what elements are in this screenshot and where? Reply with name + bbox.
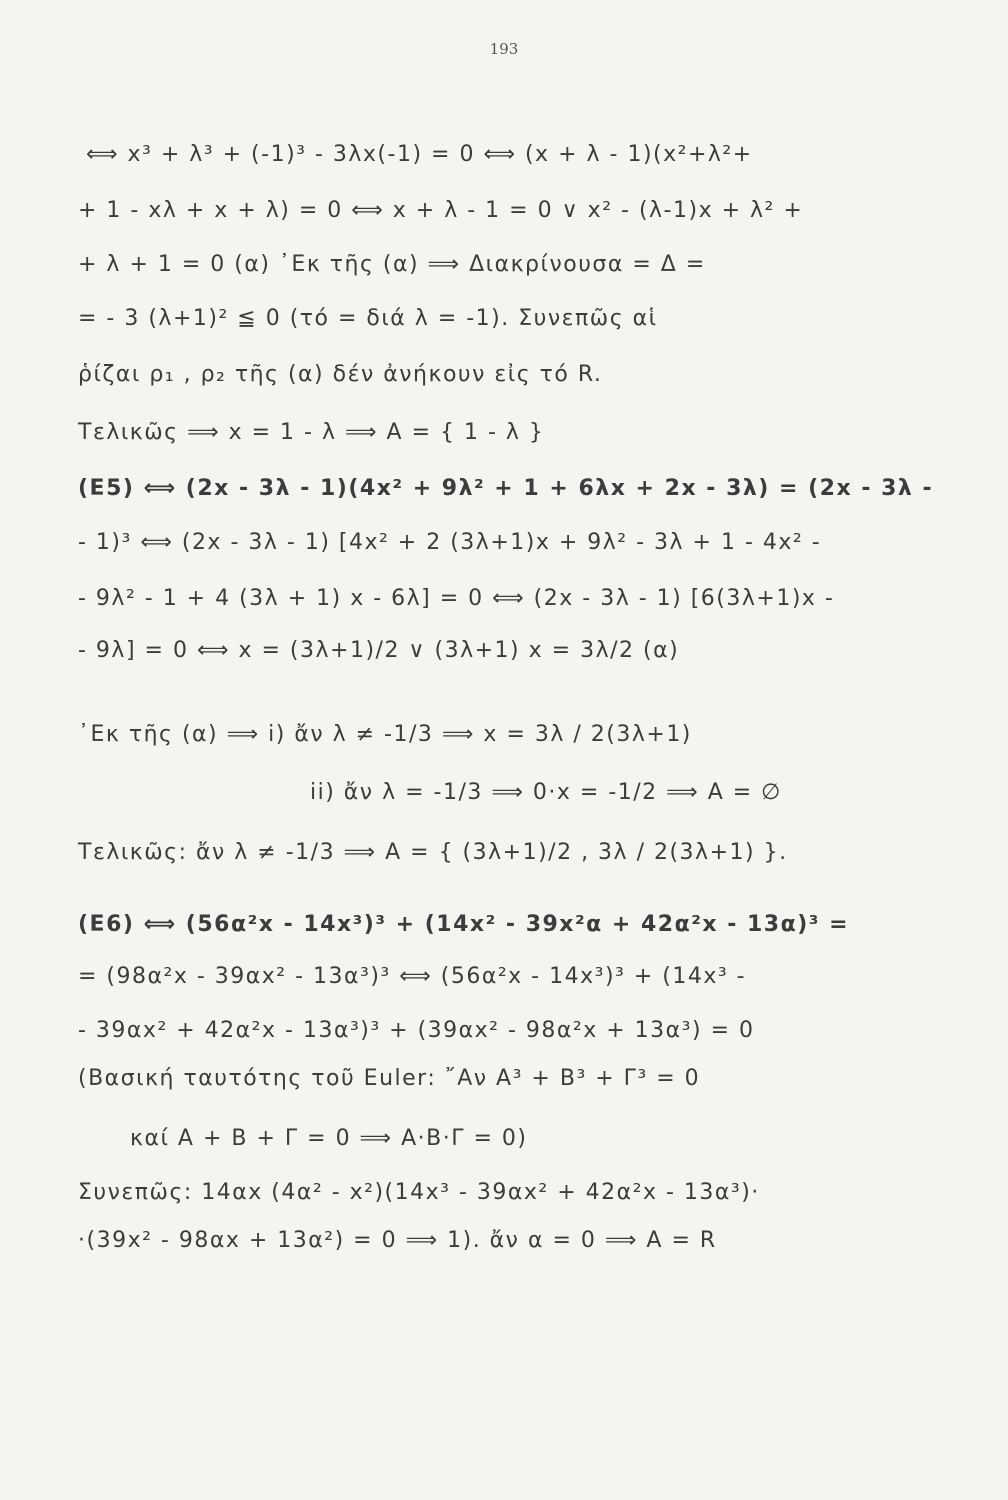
equation-line: + λ + 1 = 0 (α) ᾿Εκ τῆς (α) ⟹ Διακρίνουσα = Δ = — [78, 252, 706, 277]
exercise-e6-line: (Ε6) ⟺ (56α²x - 14x³)³ + (14x² - 39x²α + 42α²x - 13α)³ = — [78, 912, 850, 937]
equation-line: (Βασική ταυτότης τοῦ Euler: ῎Αν A³ + B³ + Γ³ = 0 — [78, 1066, 701, 1091]
equation-line: ⟺ x³ + λ³ + (-1)³ - 3λx(-1) = 0 ⟺ (x + λ - 1)(x²+λ²+ — [86, 142, 753, 167]
equation-line: = (98α²x - 39αx² - 13α³)³ ⟺ (56α²x - 14x³)³ + (14x³ - — [78, 964, 747, 989]
equation-line: Τελικῶς ⟹ x = 1 - λ ⟹ A = { 1 - λ } — [78, 420, 545, 445]
equation-line: Τελικῶς: ἄν λ ≠ -1/3 ⟹ A = { (3λ+1)/2 , 3λ / 2(3λ+1) }. — [78, 840, 788, 865]
equation-line: ·(39x² - 98αx + 13α²) = 0 ⟹ 1). ἄν α = 0 ⟹ A = R — [78, 1228, 717, 1253]
equation-line: καί A + B + Γ = 0 ⟹ A·B·Γ = 0) — [130, 1126, 528, 1151]
equation-line: + 1 - xλ + x + λ) = 0 ⟺ x + λ - 1 = 0 ∨ x² - (λ-1)x + λ² + — [78, 198, 804, 223]
equation-line: - 9λ² - 1 + 4 (3λ + 1) x - 6λ] = 0 ⟺ (2x - 3λ - 1) [6(3λ+1)x - — [78, 586, 835, 611]
equation-line: - 9λ] = 0 ⟺ x = (3λ+1)/2 ∨ (3λ+1) x = 3λ/2 (α) — [78, 638, 680, 663]
equation-line: Συνεπῶς: 14αx (4α² - x²)(14x³ - 39αx² + 42α²x - 13α³)· — [78, 1180, 760, 1205]
equation-line: ᾿Εκ τῆς (α) ⟹ i) ἄν λ ≠ -1/3 ⟹ x = 3λ / 2(3λ+1) — [78, 722, 692, 747]
equation-line: ῥίζαι ρ₁ , ρ₂ τῆς (α) δέν ἀνήκουν εἰς τό R. — [78, 362, 603, 387]
equation-line: ii) ἄν λ = -1/3 ⟹ 0·x = -1/2 ⟹ A = ∅ — [310, 780, 782, 805]
equation-line: - 1)³ ⟺ (2x - 3λ - 1) [4x² + 2 (3λ+1)x + 9λ² - 3λ + 1 - 4x² - — [78, 530, 822, 555]
page-number: 193 — [489, 40, 519, 58]
equation-line: - 39αx² + 42α²x - 13α³)³ + (39αx² - 98α²x + 13α³) = 0 — [78, 1018, 755, 1043]
exercise-e5-line: (Ε5) ⟺ (2x - 3λ - 1)(4x² + 9λ² + 1 + 6λx + 2x - 3λ) = (2x - 3λ - — [78, 476, 934, 501]
equation-line: = - 3 (λ+1)² ≦ 0 (τό = διά λ = -1). Συνεπῶς αἱ — [78, 306, 658, 331]
